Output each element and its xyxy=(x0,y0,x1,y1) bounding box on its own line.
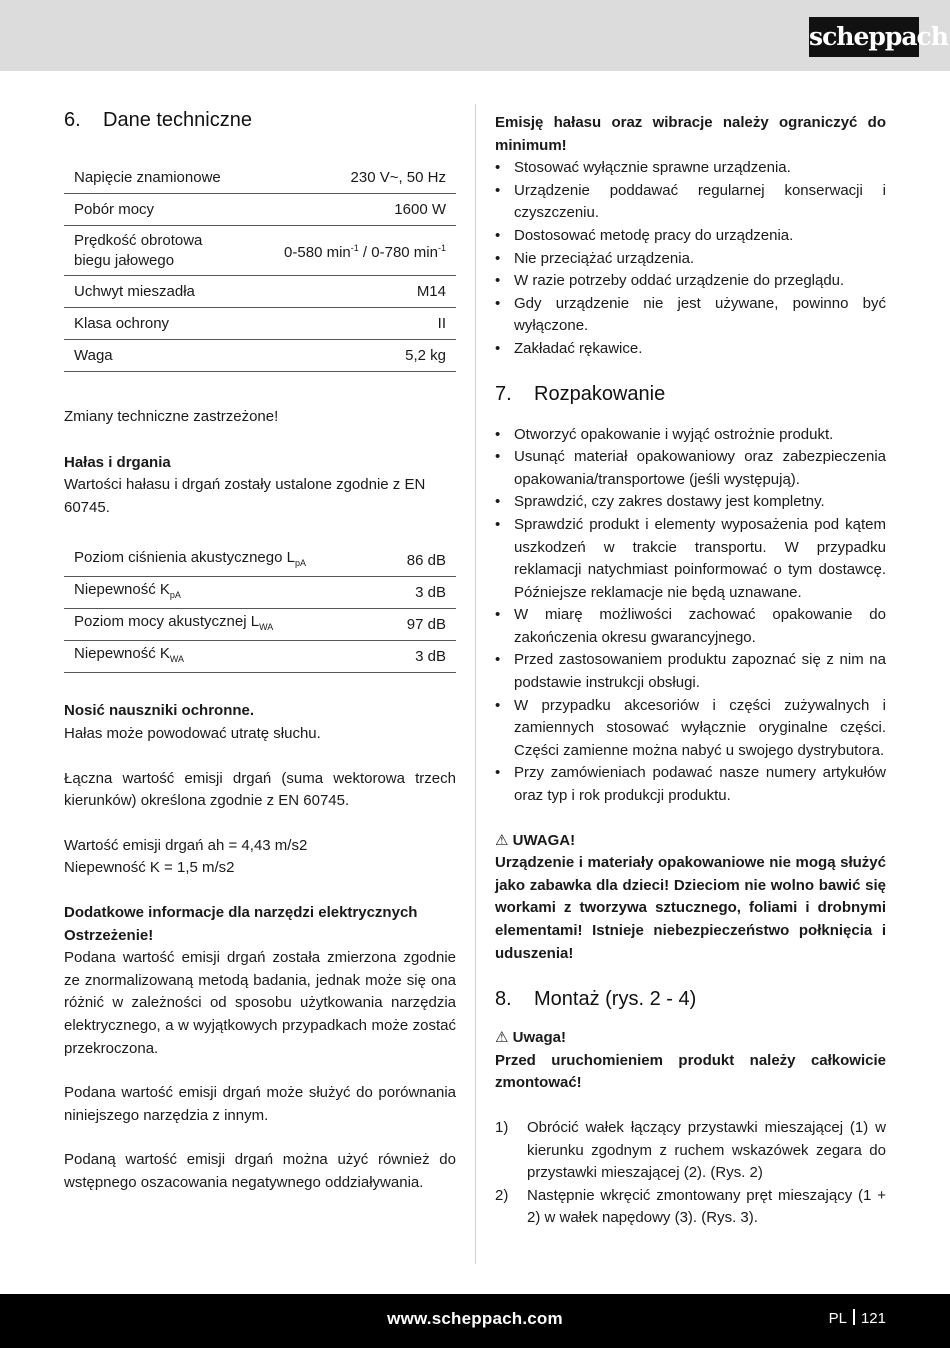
list-item: • Sprawdzić, czy zakres dostawy jest kompletny. xyxy=(495,491,886,514)
noise-table xyxy=(64,545,456,673)
column-divider xyxy=(475,104,476,1264)
language-code: PL xyxy=(828,1310,847,1327)
spec-label: Prędkość obrotowa biegu jałowego xyxy=(74,231,203,269)
spec-value: 0-580 $\min^{-1} / 0-780$ $\min^{-1}$ xyxy=(284,243,446,261)
list-item: • Przed zastosowaniem produktu zapoznać się z nim na podstawie instrukcji obsługi. xyxy=(495,649,886,694)
vibration-uncertainty: Niepewność K = 1,5 m/s2 xyxy=(64,859,235,877)
vibration-total-text: Łączna wartość emisji drgań (suma wektorowa trzech kierunków) określona zgodnie z EN 60745. xyxy=(64,769,456,810)
noise-label: Niepewność $K_{pA}$ xyxy=(74,581,181,601)
spec-label: Pobór mocy xyxy=(74,200,155,218)
section-title: Montaż (rys. 2 - 4) xyxy=(534,987,697,1010)
spec-value: 5,2 kg xyxy=(405,346,446,364)
warning-heading: Ostrzeżenie! xyxy=(64,926,154,944)
ear-protection-text: Hałas może powodować utratę słuchu. xyxy=(64,724,321,742)
spec-value: 230 V~, 50 Hz xyxy=(350,168,446,186)
separator xyxy=(853,1309,855,1325)
footer-bar xyxy=(0,1294,950,1348)
noise-value: 3 dB xyxy=(415,583,446,601)
section-number: 7. xyxy=(495,383,512,406)
limit-list xyxy=(495,157,886,360)
list-item: • Usunąć materiał opakowaniowy oraz zabezpieczenia opakowania/transportowe (jeśli występują). xyxy=(495,446,886,491)
tech-specs-table xyxy=(64,162,456,372)
compare-text: Podana wartość emisji drgań może służyć do porównania niniejszego narzędzia z innym. xyxy=(64,1084,456,1124)
list-item: • W miarę możliwości zachować opakowanie do zakończenia okresu gwarancyjnego. xyxy=(495,604,886,649)
warning-text: Urządzenie i materiały opakowaniowe nie mogą służyć jako zabawka dla dzieci! Dzieciom nie wolno bawić się workami z tworzywa sztucznego, foliami i drobnymi elementami! Istnieje niebezpieczeństwo połknięcia i uduszenia! xyxy=(495,854,886,962)
list-item: • Urządzenie poddawać regularnej konserwacji i czyszczeniu. xyxy=(495,180,886,225)
spec-label: Klasa ochrony xyxy=(74,314,170,332)
list-item: • W razie potrzeby oddać urządzenie do przeglądu. xyxy=(495,270,886,293)
table-row xyxy=(64,609,456,641)
spec-value: M14 xyxy=(416,282,446,300)
section-number: 8. xyxy=(495,987,512,1010)
table-row xyxy=(64,340,456,372)
ear-protection-heading: Nosić nauszniki ochronne. xyxy=(64,702,255,720)
warning-title: ⚠ UWAGA! xyxy=(495,831,576,849)
attention-text: Przed uruchomieniem produkt należy całkowicie zmontować! xyxy=(495,1051,886,1092)
table-row xyxy=(64,194,456,226)
noise-label: Poziom mocy akustycznej $L_{WA}$ xyxy=(74,613,274,633)
list-item: • Nie przeciążać urządzenia. xyxy=(495,248,886,271)
noise-value: 3 dB xyxy=(415,647,446,665)
table-row xyxy=(64,577,456,609)
list-item: • Dostosować metodę pracy do urządzenia. xyxy=(495,225,886,248)
spec-value: II xyxy=(437,314,446,332)
noise-value: 97 dB xyxy=(406,615,446,633)
limit-heading: Emisję hałasu oraz wibracje należy ograniczyć do minimum! xyxy=(495,114,886,154)
noise-value: 86 dB xyxy=(406,551,446,569)
list-item: • Otworzyć opakowanie i wyjąć ostrożnie produkt. xyxy=(495,424,886,447)
list-item: • Zakładać rękawice. xyxy=(495,338,886,361)
list-item: 2) Następnie wkręcić zmontowany pręt mieszający (1 + 2) w wałek napędowy (3). (Rys. 3). xyxy=(495,1186,886,1227)
list-item: • Przy zamówieniach podawać nasze numery artykułów oraz typ i rok produkcji produktu. xyxy=(495,762,886,807)
list-item: • Stosować wyłącznie sprawne urządzenia. xyxy=(495,157,886,180)
section-number: 6. xyxy=(64,108,81,131)
unpack-list xyxy=(495,424,886,808)
noise-heading: Hałas i drgania xyxy=(64,453,171,471)
section-7-heading xyxy=(495,381,886,409)
section-title: Dane techniczne xyxy=(103,108,252,131)
table-row xyxy=(64,276,456,308)
list-item: • Gdy urządzenie nie jest używane, powinno być wyłączone. xyxy=(495,293,886,338)
extra-info-heading: Dodatkowe informacje dla narzędzi elektrycznych xyxy=(64,903,418,921)
spec-label: Uchwyt mieszadła xyxy=(74,282,195,300)
table-row xyxy=(64,308,456,340)
section-title: Rozpakowanie xyxy=(534,383,666,406)
table-row xyxy=(64,545,456,577)
spec-label: Waga xyxy=(74,346,113,364)
right-column xyxy=(495,112,886,1230)
noise-text: Wartości hałasu i drgań zostały ustalone zgodnie z EN 60745. xyxy=(64,476,426,516)
list-item: • Sprawdzić produkt i elementy wyposażenia pod kątem uszkodzeń w trakcie transportu. W przypadku reklamacji natychmiast poinformować o tym dostawcę. Późniejsze reklamacje nie będą uznawane. xyxy=(495,514,886,604)
table-row xyxy=(64,162,456,194)
vibration-value: Wartość emisji drgań ah = 4,43 m/s2 xyxy=(64,836,308,854)
page-indicator xyxy=(829,1309,886,1327)
estimate-text: Podaną wartość emisji drgań można użyć również do wstępnego oszacowania negatywnego oddziaływania. xyxy=(64,1151,456,1191)
extra-info-text: Podana wartość emisji drgań została zmierzona zgodnie ze znormalizowaną metodą badania, jednak może się ona różnić w zależności od sposobu użytkowania narzędzia elektrycznego, a w wyjątkowych przypadkach może zostać przekroczona. xyxy=(64,949,456,1057)
noise-label: Poziom ciśnienia akustycznego $L_{pA}$ xyxy=(74,549,306,569)
assembly-steps xyxy=(495,1117,886,1230)
noise-label: Niepewność $K_{WA}$ xyxy=(74,645,185,665)
left-column xyxy=(64,104,456,1194)
section-8-heading xyxy=(495,985,886,1013)
website-link[interactable]: www.scheppach.com xyxy=(387,1309,563,1328)
spec-value: 1600 W xyxy=(394,200,446,218)
page-number: 121 xyxy=(860,1310,886,1327)
brand-logo: scheppach xyxy=(809,17,919,57)
changes-note: Zmiany techniczne zastrzeżone! xyxy=(64,408,279,425)
attention-title: ⚠ Uwaga! xyxy=(495,1029,566,1047)
list-item: 1) Obrócić wałek łączący przystawki mieszającej (1) w kierunku zgodnym z ruchem wskazówek zegara do przystawki mieszającej (2). (Rys. 2) xyxy=(495,1118,886,1182)
section-6-heading xyxy=(64,104,456,136)
table-row xyxy=(64,226,456,276)
list-item: • W przypadku akcesoriów i części zużywalnych i zamiennych stosować wyłącznie oryginalne części. Części zamienne można nabyć u swojego dystrybutora. xyxy=(495,695,886,763)
spec-label: Napięcie znamionowe xyxy=(74,168,221,186)
top-bar xyxy=(0,0,950,71)
table-row xyxy=(64,641,456,673)
